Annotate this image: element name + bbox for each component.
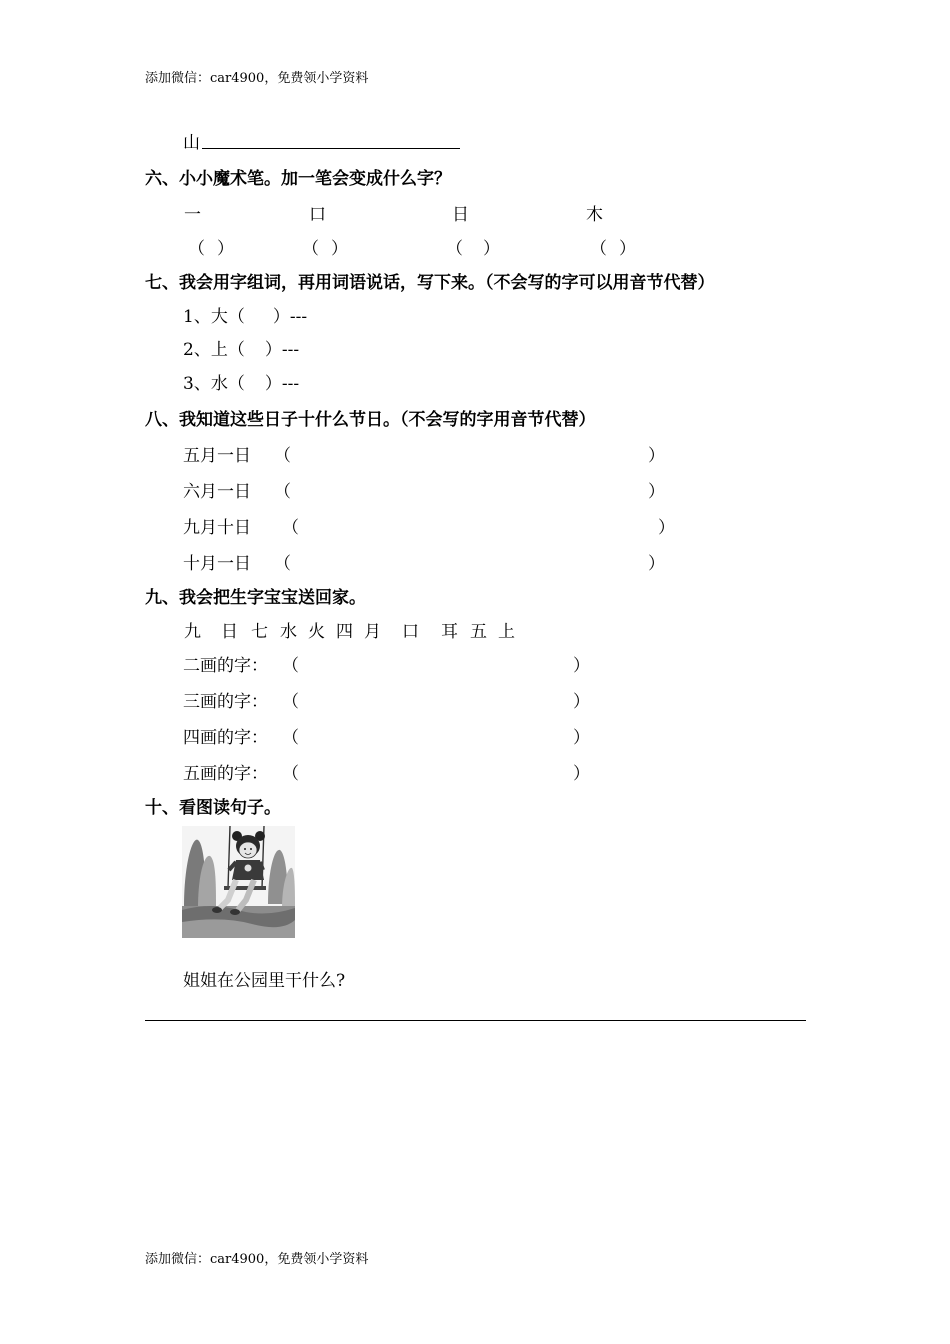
section8-close-3: ） xyxy=(658,518,675,538)
section10-title: 十、看图读句子。 xyxy=(145,798,281,818)
section7-item-1[interactable] xyxy=(183,302,307,327)
footer-note: 添加微信：car4900，免费领小学资料 xyxy=(145,1252,369,1267)
section9-char-3: 七 xyxy=(251,622,268,642)
section9-open-2: （ xyxy=(282,692,299,712)
header-note: 添加微信：car4900，免费领小学资料 xyxy=(145,71,369,86)
section8-date-3: 九月十日 xyxy=(183,518,251,538)
section8-date-2: 六月一日 xyxy=(183,482,251,502)
section10-question: 姐姐在公园里干什么? xyxy=(183,971,346,991)
section8-answer-3[interactable] xyxy=(304,513,654,535)
section9-title: 九、我会把生字宝宝送回家。 xyxy=(145,588,366,608)
paren-open: （ xyxy=(590,239,607,259)
section9-group-label-4: 五画的字： xyxy=(183,764,268,784)
section9-char-9: 耳 xyxy=(441,622,458,642)
section9-char-10: 五 xyxy=(470,622,487,642)
section8-close-4: ） xyxy=(648,554,665,574)
section6-char-3: 日 xyxy=(452,205,469,225)
item-char: 上 xyxy=(210,340,228,360)
section9-open-1: （ xyxy=(282,656,299,676)
paren-close: ） xyxy=(331,239,348,259)
item-num: 2、 xyxy=(183,340,211,360)
item-num: 1、 xyxy=(183,307,211,327)
paren-close: ） xyxy=(483,239,500,259)
top-line-char: 山 xyxy=(183,133,200,153)
section6-title: 六、小小魔术笔。加一笔会变成什么字？ xyxy=(145,169,451,189)
section8-answer-1[interactable] xyxy=(296,441,646,463)
paren-close: ） xyxy=(264,340,282,360)
section9-char-2: 日 xyxy=(221,622,238,642)
section8-answer-4[interactable] xyxy=(296,549,646,571)
paren-open: （ xyxy=(188,239,205,259)
section9-answer-4[interactable] xyxy=(304,759,572,781)
section6-blank-3[interactable] xyxy=(446,234,500,259)
dash: --- xyxy=(281,340,300,360)
section9-close-2: ） xyxy=(573,692,590,712)
paren-open: （ xyxy=(227,374,245,394)
section9-close-4: ） xyxy=(573,764,590,784)
paren-open: （ xyxy=(227,307,245,327)
section8-open-2: （ xyxy=(274,482,291,502)
section9-char-4: 水 xyxy=(280,622,297,642)
section8-title: 八、我知道这些日子十什么节日。（不会写的字用音节代替） xyxy=(145,410,596,430)
section7-title: 七、我会用字组词，再用词语说话，写下来。（不会写的字可以用音节代替） xyxy=(145,273,715,293)
section9-char-11: 上 xyxy=(498,622,515,642)
top-line-blank[interactable] xyxy=(202,148,460,149)
item-num: 3、 xyxy=(183,374,211,394)
answer-line[interactable] xyxy=(145,1020,806,1021)
section8-open-3: （ xyxy=(282,518,299,538)
paren-open: （ xyxy=(227,340,245,360)
section9-char-7: 月 xyxy=(364,622,381,642)
section8-date-4: 十月一日 xyxy=(183,554,251,574)
section9-close-3: ） xyxy=(573,728,590,748)
section9-char-5: 火 xyxy=(308,622,325,642)
section6-blank-1[interactable] xyxy=(188,234,234,259)
dash: --- xyxy=(281,374,300,394)
section8-open-1: （ xyxy=(274,446,291,466)
paren-close: ） xyxy=(217,239,234,259)
section8-answer-2[interactable] xyxy=(296,477,646,499)
section7-item-3[interactable] xyxy=(183,369,299,394)
section9-char-6: 四 xyxy=(336,622,353,642)
section9-open-3: （ xyxy=(282,728,299,748)
section9-char-1: 九 xyxy=(184,622,201,642)
section9-answer-3[interactable] xyxy=(304,723,572,745)
item-char: 大 xyxy=(210,307,228,327)
section9-char-8: 口 xyxy=(402,622,419,642)
paren-close: ） xyxy=(272,307,290,327)
paren-close: ） xyxy=(619,239,636,259)
girl-swing-illustration xyxy=(182,826,295,938)
dash: --- xyxy=(289,307,308,327)
paren-open: （ xyxy=(302,239,319,259)
section6-char-4: 木 xyxy=(586,205,603,225)
section9-group-label-2: 三画的字： xyxy=(183,692,268,712)
section6-blank-4[interactable] xyxy=(590,234,636,259)
section9-group-label-1: 二画的字： xyxy=(183,656,268,676)
paren-open: （ xyxy=(446,239,463,259)
section9-close-1: ） xyxy=(573,656,590,676)
section9-group-label-3: 四画的字： xyxy=(183,728,268,748)
section8-date-1: 五月一日 xyxy=(183,446,251,466)
item-char: 水 xyxy=(210,374,228,394)
section6-char-1: 一 xyxy=(184,205,201,225)
section8-close-1: ） xyxy=(648,446,665,466)
section9-open-4: （ xyxy=(282,764,299,784)
section8-close-2: ） xyxy=(648,482,665,502)
section8-open-4: （ xyxy=(274,554,291,574)
section9-answer-2[interactable] xyxy=(304,687,572,709)
section9-answer-1[interactable] xyxy=(304,651,572,673)
section6-char-2: 口 xyxy=(309,205,326,225)
section7-item-2[interactable] xyxy=(183,335,299,360)
paren-close: ） xyxy=(264,374,282,394)
section6-blank-2[interactable] xyxy=(302,234,348,259)
